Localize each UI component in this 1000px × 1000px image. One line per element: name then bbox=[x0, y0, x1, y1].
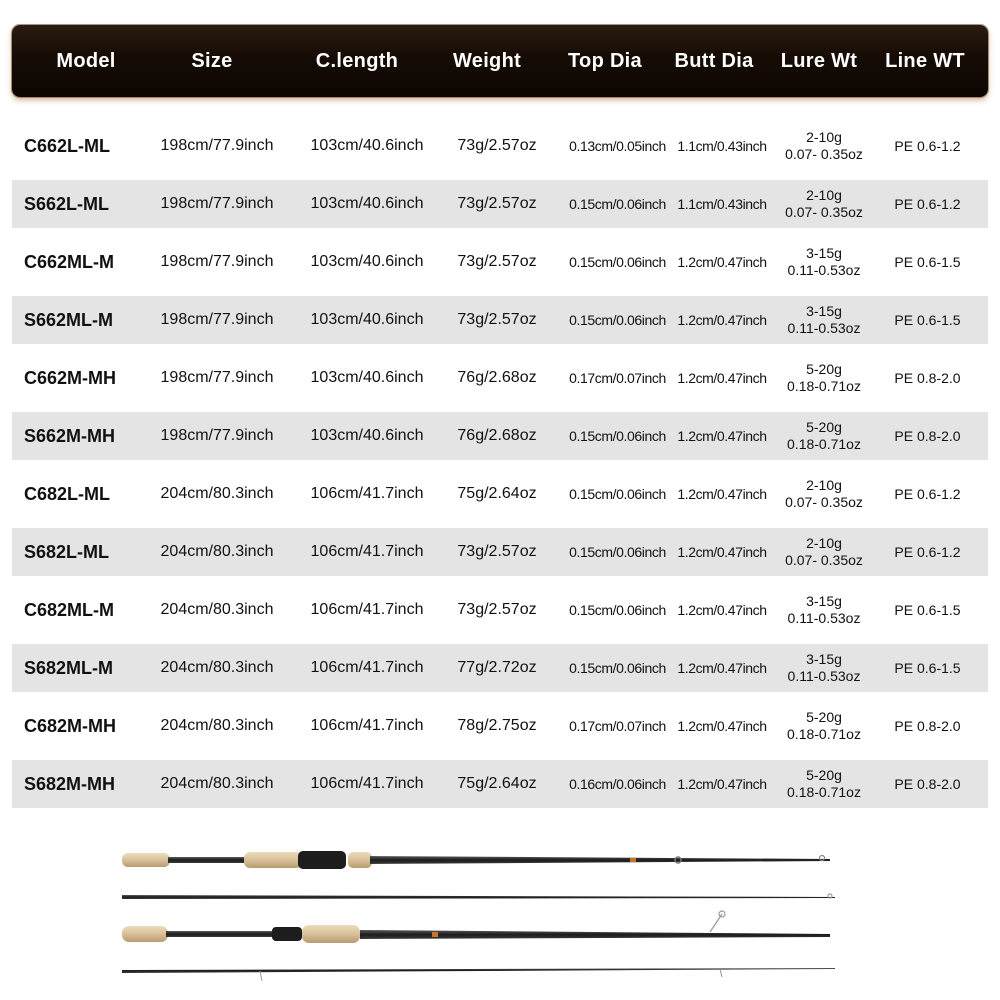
butt-dia-cell: 1.2cm/0.47inch bbox=[677, 370, 767, 386]
lure-wt-ounces: 0.11-0.53oz bbox=[787, 262, 861, 278]
lure-wt-grams: 5-20g bbox=[806, 767, 842, 783]
table-row bbox=[12, 586, 988, 634]
weight-cell: 76g/2.68oz bbox=[457, 427, 537, 444]
table-row bbox=[12, 470, 988, 518]
line-wt-cell: PE 0.6-1.2 bbox=[894, 138, 961, 154]
header-line-wt: Line WT bbox=[885, 50, 965, 72]
weight-cell: 73g/2.57oz bbox=[457, 137, 537, 154]
c-length-cell: 106cm/41.7inch bbox=[310, 717, 424, 734]
table-row bbox=[12, 296, 988, 344]
lure-wt-cell bbox=[769, 470, 879, 518]
weight-cell: 76g/2.68oz bbox=[457, 369, 537, 386]
lure-wt-cell bbox=[769, 702, 879, 750]
line-wt-cell: PE 0.6-1.5 bbox=[894, 602, 961, 618]
size-cell: 204cm/80.3inch bbox=[160, 775, 274, 792]
butt-dia-cell: 1.2cm/0.47inch bbox=[677, 486, 767, 502]
lure-wt-cell bbox=[769, 644, 879, 692]
table-header bbox=[12, 25, 988, 97]
butt-dia-cell: 1.1cm/0.43inch bbox=[677, 138, 767, 154]
table-row bbox=[12, 702, 988, 750]
table-row bbox=[12, 644, 988, 692]
lure-wt-ounces: 0.07- 0.35oz bbox=[785, 204, 863, 220]
lure-wt-grams: 3-15g bbox=[806, 303, 842, 319]
casting-rod-butt-section bbox=[122, 851, 830, 869]
lure-wt-ounces: 0.07- 0.35oz bbox=[785, 146, 863, 162]
line-wt-cell: PE 0.8-2.0 bbox=[894, 370, 961, 386]
lure-wt-grams: 2-10g bbox=[806, 187, 842, 203]
lure-wt-ounces: 0.11-0.53oz bbox=[787, 668, 861, 684]
table-row bbox=[12, 760, 988, 808]
lure-wt-cell bbox=[769, 760, 879, 808]
header-size: Size bbox=[191, 50, 233, 72]
lure-wt-ounces: 0.07- 0.35oz bbox=[785, 552, 863, 568]
lure-wt-ounces: 0.18-0.71oz bbox=[787, 378, 861, 394]
weight-cell: 78g/2.75oz bbox=[457, 717, 537, 734]
lure-wt-grams: 3-15g bbox=[806, 593, 842, 609]
line-wt-cell: PE 0.6-1.2 bbox=[894, 196, 961, 212]
model-cell: C662M-MH bbox=[24, 368, 117, 388]
size-cell: 198cm/77.9inch bbox=[160, 369, 274, 386]
butt-dia-cell: 1.2cm/0.47inch bbox=[677, 544, 767, 560]
c-length-cell: 106cm/41.7inch bbox=[310, 775, 424, 792]
size-cell: 198cm/77.9inch bbox=[160, 427, 274, 444]
model-cell: S662ML-M bbox=[24, 310, 114, 330]
lure-wt-ounces: 0.11-0.53oz bbox=[787, 610, 861, 626]
weight-cell: 73g/2.57oz bbox=[457, 253, 537, 270]
lure-wt-grams: 5-20g bbox=[806, 361, 842, 377]
line-wt-cell: PE 0.8-2.0 bbox=[894, 718, 961, 734]
lure-wt-cell bbox=[769, 528, 879, 576]
weight-cell: 73g/2.57oz bbox=[457, 311, 537, 328]
butt-dia-cell: 1.2cm/0.47inch bbox=[677, 602, 767, 618]
weight-cell: 77g/2.72oz bbox=[457, 659, 537, 676]
lure-wt-cell bbox=[769, 122, 879, 170]
weight-cell: 75g/2.64oz bbox=[457, 775, 537, 792]
header-top-dia: Top Dia bbox=[568, 50, 642, 72]
lure-wt-grams: 5-20g bbox=[806, 709, 842, 725]
top-dia-cell: 0.15cm/0.06inch bbox=[569, 544, 666, 560]
line-wt-cell: PE 0.6-1.2 bbox=[894, 486, 961, 502]
butt-dia-cell: 1.2cm/0.47inch bbox=[677, 718, 767, 734]
size-cell: 204cm/80.3inch bbox=[160, 659, 274, 676]
lure-wt-ounces: 0.07- 0.35oz bbox=[785, 494, 863, 510]
line-wt-cell: PE 0.8-2.0 bbox=[894, 776, 961, 792]
model-cell: C682M-MH bbox=[24, 716, 117, 736]
model-cell: C682L-ML bbox=[24, 484, 111, 504]
c-length-cell: 103cm/40.6inch bbox=[310, 427, 424, 444]
fishing-rod-icon bbox=[110, 840, 850, 990]
c-length-cell: 103cm/40.6inch bbox=[310, 253, 424, 270]
header-weight: Weight bbox=[452, 50, 522, 72]
size-cell: 198cm/77.9inch bbox=[160, 137, 274, 154]
table-row bbox=[12, 238, 988, 286]
table-row bbox=[12, 528, 988, 576]
model-cell: S682M-MH bbox=[24, 774, 116, 794]
weight-cell: 73g/2.57oz bbox=[457, 195, 537, 212]
top-dia-cell: 0.15cm/0.06inch bbox=[569, 196, 666, 212]
top-dia-cell: 0.15cm/0.06inch bbox=[569, 486, 666, 502]
line-wt-cell: PE 0.6-1.5 bbox=[894, 312, 961, 328]
c-length-cell: 103cm/40.6inch bbox=[310, 311, 424, 328]
lure-wt-ounces: 0.18-0.71oz bbox=[787, 726, 861, 742]
table-row bbox=[12, 180, 988, 228]
header-c-length: C.length bbox=[315, 50, 399, 72]
weight-cell: 75g/2.64oz bbox=[457, 485, 537, 502]
model-cell: C662ML-M bbox=[24, 252, 115, 272]
top-dia-cell: 0.17cm/0.07inch bbox=[569, 370, 666, 386]
lure-wt-cell bbox=[769, 180, 879, 228]
butt-dia-cell: 1.2cm/0.47inch bbox=[677, 660, 767, 676]
table-row bbox=[12, 412, 988, 460]
lure-wt-grams: 3-15g bbox=[806, 651, 842, 667]
size-cell: 204cm/80.3inch bbox=[160, 717, 274, 734]
c-length-cell: 103cm/40.6inch bbox=[310, 195, 424, 212]
spinning-rod-tip-section bbox=[122, 968, 835, 981]
size-cell: 204cm/80.3inch bbox=[160, 601, 274, 618]
lure-wt-ounces: 0.18-0.71oz bbox=[787, 436, 861, 452]
line-wt-cell: PE 0.6-1.5 bbox=[894, 660, 961, 676]
butt-dia-cell: 1.2cm/0.47inch bbox=[677, 428, 767, 444]
weight-cell: 73g/2.57oz bbox=[457, 601, 537, 618]
c-length-cell: 106cm/41.7inch bbox=[310, 543, 424, 560]
size-cell: 198cm/77.9inch bbox=[160, 195, 274, 212]
size-cell: 204cm/80.3inch bbox=[160, 543, 274, 560]
butt-dia-cell: 1.2cm/0.47inch bbox=[677, 254, 767, 270]
size-cell: 198cm/77.9inch bbox=[160, 253, 274, 270]
butt-dia-cell: 1.2cm/0.47inch bbox=[677, 776, 767, 792]
top-dia-cell: 0.15cm/0.06inch bbox=[569, 254, 666, 270]
lure-wt-cell bbox=[769, 238, 879, 286]
size-cell: 198cm/77.9inch bbox=[160, 311, 274, 328]
model-cell: S682L-ML bbox=[24, 542, 110, 562]
c-length-cell: 106cm/41.7inch bbox=[310, 485, 424, 502]
c-length-cell: 106cm/41.7inch bbox=[310, 659, 424, 676]
line-wt-cell: PE 0.8-2.0 bbox=[894, 428, 961, 444]
lure-wt-cell bbox=[769, 412, 879, 460]
top-dia-cell: 0.15cm/0.06inch bbox=[569, 428, 666, 444]
lure-wt-grams: 3-15g bbox=[806, 245, 842, 261]
fishing-rod-sections-illustration bbox=[110, 840, 850, 990]
model-cell: S662M-MH bbox=[24, 426, 116, 446]
lure-wt-grams: 5-20g bbox=[806, 419, 842, 435]
table-row bbox=[12, 122, 988, 170]
lure-wt-grams: 2-10g bbox=[806, 477, 842, 493]
lure-wt-cell bbox=[769, 354, 879, 402]
model-cell: C662L-ML bbox=[24, 136, 111, 156]
casting-rod-tip-section bbox=[122, 894, 835, 899]
model-cell: C682ML-M bbox=[24, 600, 115, 620]
lure-wt-ounces: 0.11-0.53oz bbox=[787, 320, 861, 336]
table-row bbox=[12, 354, 988, 402]
butt-dia-cell: 1.2cm/0.47inch bbox=[677, 312, 767, 328]
top-dia-cell: 0.17cm/0.07inch bbox=[569, 718, 666, 734]
c-length-cell: 106cm/41.7inch bbox=[310, 601, 424, 618]
butt-dia-cell: 1.1cm/0.43inch bbox=[677, 196, 767, 212]
top-dia-cell: 0.15cm/0.06inch bbox=[569, 312, 666, 328]
model-cell: S662L-ML bbox=[24, 194, 110, 214]
lure-wt-grams: 2-10g bbox=[806, 535, 842, 551]
header-lure-wt: Lure Wt bbox=[780, 50, 858, 72]
size-cell: 204cm/80.3inch bbox=[160, 485, 274, 502]
model-cell: S682ML-M bbox=[24, 658, 114, 678]
c-length-cell: 103cm/40.6inch bbox=[310, 137, 424, 154]
lure-wt-cell bbox=[769, 296, 879, 344]
top-dia-cell: 0.13cm/0.05inch bbox=[569, 138, 666, 154]
header-butt-dia: Butt Dia bbox=[674, 50, 754, 72]
top-dia-cell: 0.15cm/0.06inch bbox=[569, 602, 666, 618]
spinning-rod-butt-section bbox=[122, 911, 830, 943]
lure-wt-ounces: 0.18-0.71oz bbox=[787, 784, 861, 800]
c-length-cell: 103cm/40.6inch bbox=[310, 369, 424, 386]
line-wt-cell: PE 0.6-1.2 bbox=[894, 544, 961, 560]
top-dia-cell: 0.16cm/0.06inch bbox=[569, 776, 666, 792]
header-model: Model bbox=[56, 50, 116, 72]
top-dia-cell: 0.15cm/0.06inch bbox=[569, 660, 666, 676]
line-wt-cell: PE 0.6-1.5 bbox=[894, 254, 961, 270]
lure-wt-cell bbox=[769, 586, 879, 634]
weight-cell: 73g/2.57oz bbox=[457, 543, 537, 560]
lure-wt-grams: 2-10g bbox=[806, 129, 842, 145]
